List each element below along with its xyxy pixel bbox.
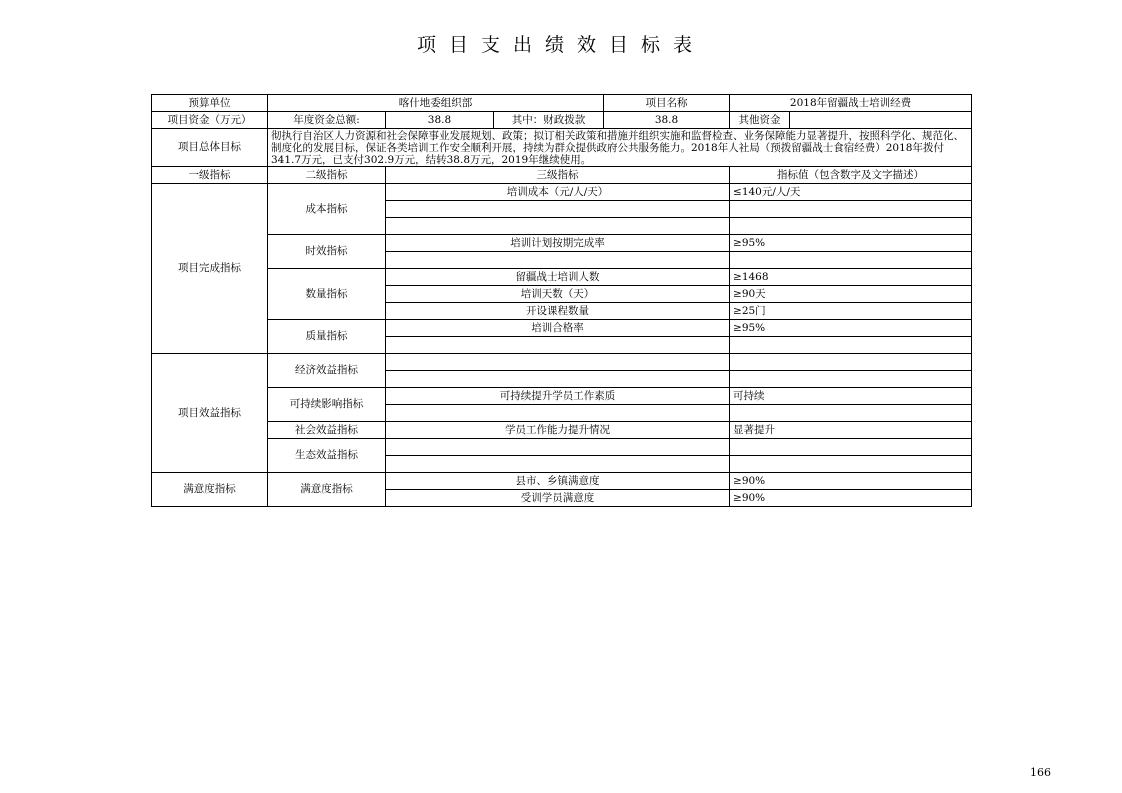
indicator-name xyxy=(386,405,730,422)
indicator-value: ≥25门 xyxy=(730,303,972,320)
table-row xyxy=(152,320,972,337)
indicator-value: 显著提升 xyxy=(730,422,972,439)
indicator-name: 培训成本（元/人/天） xyxy=(386,184,730,201)
indicator-name: 开设课程数量 xyxy=(386,303,730,320)
indicator-value xyxy=(730,354,972,371)
indicator-value: ≥90% xyxy=(730,473,972,490)
group-completion: 项目完成指标 xyxy=(152,184,268,354)
fiscal-value: 38.8 xyxy=(604,112,730,129)
indicator-name: 培训合格率 xyxy=(386,320,730,337)
table-row xyxy=(152,112,972,129)
indicator-name: 培训天数（天） xyxy=(386,286,730,303)
table-row xyxy=(152,422,972,439)
indicator-value: 可持续 xyxy=(730,388,972,405)
indicator-name: 可持续提升学员工作素质 xyxy=(386,388,730,405)
budget-unit-label: 预算单位 xyxy=(152,95,268,112)
annual-total-value: 38.8 xyxy=(386,112,494,129)
budget-unit-value: 喀什地委组织部 xyxy=(268,95,604,112)
project-name-label: 项目名称 xyxy=(604,95,730,112)
subgroup-timeliness: 时效指标 xyxy=(268,235,386,269)
subgroup-quantity: 数量指标 xyxy=(268,269,386,320)
indicator-name: 学员工作能力提升情况 xyxy=(386,422,730,439)
performance-table xyxy=(151,94,972,507)
indicator-name: 县市、乡镇满意度 xyxy=(386,473,730,490)
indicator-value xyxy=(730,252,972,269)
column-header-value: 指标值（包含数字及文字描述） xyxy=(730,167,972,184)
indicator-value xyxy=(730,337,972,354)
indicator-name xyxy=(386,439,730,456)
indicator-name xyxy=(386,354,730,371)
table-row xyxy=(152,473,972,490)
indicator-value: ≥95% xyxy=(730,320,972,337)
fiscal-label: 其中：财政拨款 xyxy=(494,112,604,129)
subgroup-sustainable: 可持续影响指标 xyxy=(268,388,386,422)
table-row xyxy=(152,184,972,201)
subgroup-economic: 经济效益指标 xyxy=(268,354,386,388)
group-benefit: 项目效益指标 xyxy=(152,354,268,473)
indicator-value xyxy=(730,371,972,388)
group-satisfaction: 满意度指标 xyxy=(152,473,268,507)
table-row xyxy=(152,439,972,456)
indicator-value xyxy=(730,439,972,456)
subgroup-cost: 成本指标 xyxy=(268,184,386,235)
subgroup-social: 社会效益指标 xyxy=(268,422,386,439)
subgroup-ecological: 生态效益指标 xyxy=(268,439,386,473)
subgroup-quality: 质量指标 xyxy=(268,320,386,354)
column-header-level1: 一级指标 xyxy=(152,167,268,184)
indicator-value xyxy=(730,218,972,235)
indicator-name xyxy=(386,337,730,354)
indicator-name xyxy=(386,201,730,218)
fund-label: 项目资金（万元） xyxy=(152,112,268,129)
table-row xyxy=(152,95,972,112)
indicator-value: ≥1468 xyxy=(730,269,972,286)
column-header-level3: 三级指标 xyxy=(386,167,730,184)
table-row xyxy=(152,167,972,184)
overall-goal-label: 项目总体目标 xyxy=(152,129,268,167)
indicator-name xyxy=(386,252,730,269)
indicator-value: ≤140元/人/天 xyxy=(730,184,972,201)
table-row xyxy=(152,129,972,167)
subgroup-satisfaction: 满意度指标 xyxy=(268,473,386,507)
indicator-name xyxy=(386,218,730,235)
project-name-value: 2018年留疆战士培训经费 xyxy=(730,95,972,112)
indicator-value: ≥90% xyxy=(730,490,972,507)
indicator-name: 培训计划按期完成率 xyxy=(386,235,730,252)
annual-total-label: 年度资金总额: xyxy=(268,112,386,129)
page-number: 166 xyxy=(1030,766,1051,779)
column-header-level2: 二级指标 xyxy=(268,167,386,184)
indicator-value: ≥95% xyxy=(730,235,972,252)
indicator-value: ≥90天 xyxy=(730,286,972,303)
indicator-value xyxy=(730,405,972,422)
page-title: 项目支出绩效目标表 xyxy=(416,34,705,56)
indicator-name xyxy=(386,456,730,473)
other-label: 其他资金 xyxy=(730,112,790,129)
indicator-name xyxy=(386,371,730,388)
overall-goal-text: 彻执行自治区人力资源和社会保障事业发展规划、政策；拟订相关政策和措施并组织实施和监督检查、业务保障能力显著提升，按照科学化、规范化、制度化的发展目标，保证各类培训工作安全顺利开展，持续为群众提供政府公共服务能力。2018年人社局（预拨留疆战士食宿经费）2018年拨付341.7万元，已支付302.9万元，结转38.8万元，2019年继续使用。 xyxy=(268,129,972,167)
indicator-value xyxy=(730,456,972,473)
other-value xyxy=(790,112,972,129)
indicator-name: 受训学员满意度 xyxy=(386,490,730,507)
table-row xyxy=(152,269,972,286)
table-row xyxy=(152,354,972,371)
indicator-value xyxy=(730,201,972,218)
indicator-name: 留疆战士培训人数 xyxy=(386,269,730,286)
table-row xyxy=(152,235,972,252)
table-row xyxy=(152,388,972,405)
